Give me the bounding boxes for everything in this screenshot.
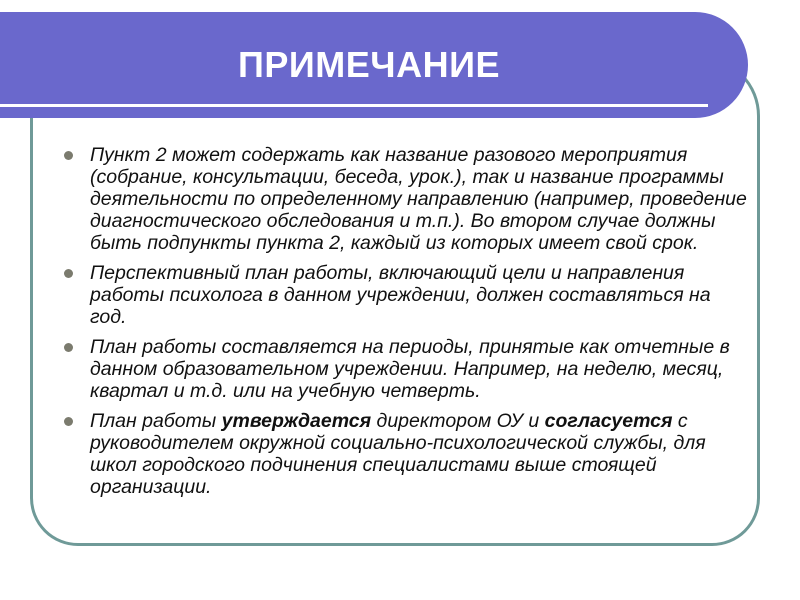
slide-title: ПРИМЕЧАНИЕ — [238, 44, 500, 85]
bullet-text: План работы составляется на периоды, принятые как отчетные в данном образовательном учреждении. Например, на неделю, месяц, квартал и т.д. или на учебную четверть. — [90, 336, 730, 402]
bullet-list — [62, 144, 752, 498]
bullet-text-part: План работы — [90, 410, 222, 432]
bullet-dot-icon — [64, 417, 73, 426]
bullet-bold-term: согласуется — [544, 410, 673, 432]
bullet-item-1 — [62, 144, 752, 254]
bullet-text: Перспективный план работы, включающий цели и направления работы психолога в данном учреждении, должен составляться на год. — [90, 262, 711, 328]
bullet-bold-term: утверждается — [221, 410, 372, 432]
bullet-dot-icon — [64, 269, 73, 278]
bullet-item-2 — [62, 262, 752, 328]
bullet-dot-icon — [64, 151, 73, 160]
content-area — [62, 144, 752, 506]
bullet-text-part: с руководителем окружной социально-психологической службы, для школ городского подчинения специалистами выше стоящей организации. — [90, 410, 706, 498]
bullet-dot-icon — [64, 343, 73, 352]
bullet-item-4 — [62, 410, 752, 498]
title-underline — [0, 104, 708, 107]
bullet-text: Пункт 2 может содержать как название разового мероприятия (собрание, консультации, беседа, урок.), так и название программы деятельности по определенному направлению (например, проведение диагностического обследования и т.п.). Во втором случае должны быть подпункты пункта 2, каждый из которых имеет свой срок. — [90, 144, 747, 254]
bullet-item-3 — [62, 336, 752, 402]
bullet-text-part: директором ОУ и — [371, 410, 545, 432]
